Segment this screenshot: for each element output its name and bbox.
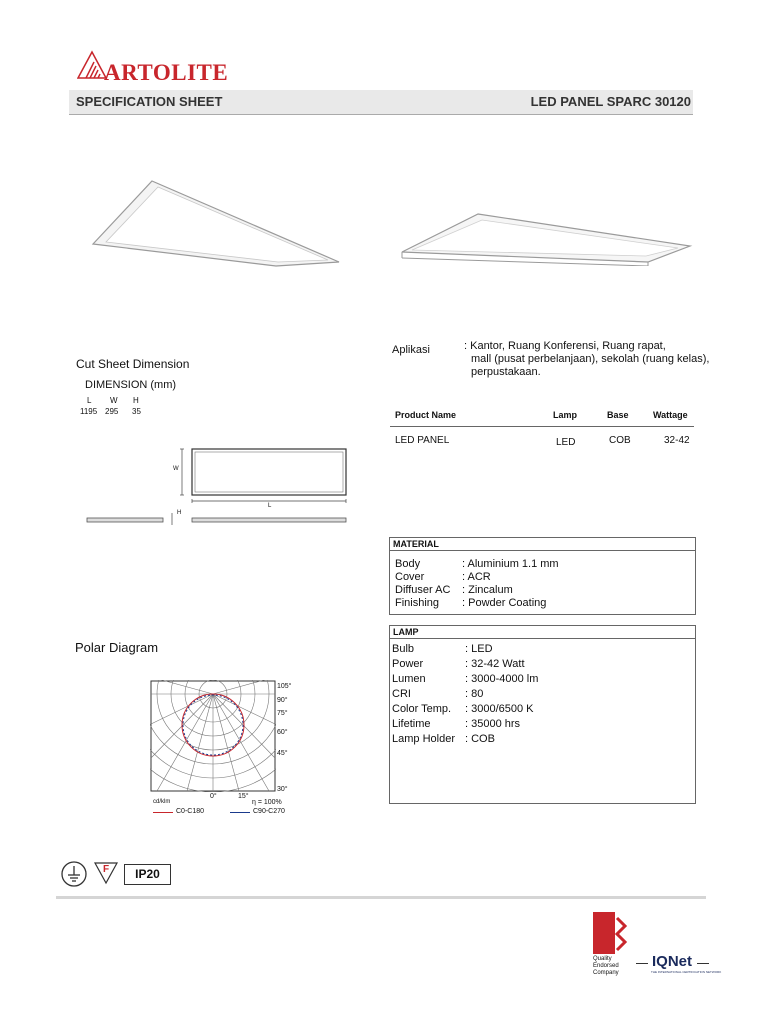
material-key-body: Body bbox=[395, 558, 421, 570]
table-header-lamp: Lamp bbox=[553, 410, 578, 420]
drawing-label-w: W bbox=[173, 466, 179, 472]
dim-value-l: 1195 bbox=[80, 407, 98, 416]
polar-label-60: 60° bbox=[277, 729, 288, 736]
table-header-wattage: Wattage bbox=[653, 410, 688, 420]
polar-efficiency: η = 100% bbox=[252, 799, 282, 806]
lamp-value-bulb: : LED bbox=[465, 643, 493, 655]
dim-value-w: 295 bbox=[105, 407, 119, 416]
dimension-title: DIMENSION (mm) bbox=[85, 379, 177, 391]
material-key-diffuser: Diffuser AC bbox=[395, 584, 451, 596]
footer-divider bbox=[56, 896, 706, 899]
f-mark-letter: F bbox=[103, 864, 110, 875]
polar-label-30: 30° bbox=[277, 786, 288, 793]
application-line-3: perpustakaan. bbox=[471, 366, 541, 378]
polar-unit: cd/klm bbox=[153, 799, 171, 805]
drawing-label-l: L bbox=[268, 503, 272, 509]
dim-label-h: H bbox=[133, 396, 139, 405]
lamp-value-color-temp: : 3000/6500 K bbox=[465, 703, 534, 715]
quality-text-1: Quality bbox=[593, 956, 612, 962]
lamp-key-bulb: Bulb bbox=[392, 643, 415, 655]
lamp-title: LAMP bbox=[390, 626, 695, 639]
dim-label-l: L bbox=[87, 396, 92, 405]
dim-label-w: W bbox=[110, 396, 118, 405]
lamp-value-cri: : 80 bbox=[465, 688, 484, 700]
material-value-diffuser: : Zincalum bbox=[462, 584, 513, 596]
iqnet-logo: IQNet bbox=[652, 953, 693, 970]
panel-image-flat bbox=[88, 178, 344, 268]
table-header-product: Product Name bbox=[395, 410, 457, 420]
table-header-base: Base bbox=[607, 410, 629, 420]
lamp-value-lumen: : 3000-4000 lm bbox=[465, 673, 539, 685]
quality-endorsed-icon bbox=[593, 912, 629, 954]
polar-label-45: 45° bbox=[277, 750, 288, 757]
material-value-finishing: : Powder Coating bbox=[462, 597, 547, 609]
iqnet-dash-right bbox=[697, 963, 709, 964]
lamp-key-color-temp: Color Temp. bbox=[392, 703, 452, 715]
artolite-logo-icon bbox=[77, 50, 107, 80]
polar-title: Polar Diagram bbox=[75, 640, 159, 655]
polar-diagram bbox=[150, 680, 276, 792]
application-line-1: : Kantor, Ruang Konferensi, Ruang rapat, bbox=[464, 340, 666, 352]
application-label: Aplikasi bbox=[392, 344, 430, 356]
polar-label-75: 75° bbox=[277, 710, 288, 717]
polar-label-90: 90° bbox=[277, 697, 288, 704]
brand-name: ARTOLITE bbox=[104, 60, 229, 85]
product-title: LED PANEL SPARC 30120 bbox=[530, 94, 691, 109]
lamp-key-cri: CRI bbox=[392, 688, 411, 700]
application-line-2: mall (pusat perbelanjaan), sekolah (ruang kelas), bbox=[471, 353, 710, 365]
table-cell-lamp: LED bbox=[556, 437, 576, 448]
polar-label-0: 0° bbox=[210, 793, 217, 800]
lamp-value-lifetime: : 35000 hrs bbox=[465, 718, 521, 730]
lamp-value-holder: : COB bbox=[465, 733, 495, 745]
legend-swatch-c90 bbox=[230, 812, 250, 813]
iqnet-dash-left bbox=[636, 963, 648, 964]
quality-text-3: Company bbox=[593, 970, 619, 976]
table-divider bbox=[390, 426, 694, 427]
lamp-value-power: : 32-42 Watt bbox=[465, 658, 525, 670]
cut-sheet-title: Cut Sheet Dimension bbox=[76, 357, 190, 371]
polar-label-105: 105° bbox=[277, 683, 292, 690]
sheet-title: SPECIFICATION SHEET bbox=[76, 94, 223, 109]
material-value-cover: : ACR bbox=[462, 571, 491, 583]
legend-label-c90: C90-C270 bbox=[253, 808, 285, 815]
table-cell-wattage: 32-42 bbox=[664, 435, 690, 446]
lamp-key-power: Power bbox=[392, 658, 424, 670]
table-cell-product: LED PANEL bbox=[395, 435, 450, 446]
table-cell-base: COB bbox=[609, 435, 631, 446]
drawing-label-h: H bbox=[177, 510, 182, 516]
material-key-finishing: Finishing bbox=[395, 597, 440, 609]
lamp-key-holder: Lamp Holder bbox=[392, 733, 455, 745]
quality-text-2: Endorsed bbox=[593, 963, 619, 969]
iqnet-subtitle: THE INTERNATIONAL CERTIFICATION NETWORK bbox=[651, 970, 722, 974]
dimension-drawing bbox=[84, 445, 354, 530]
material-key-cover: Cover bbox=[395, 571, 425, 583]
ground-icon bbox=[60, 860, 88, 888]
lamp-key-lifetime: Lifetime bbox=[392, 718, 431, 730]
dim-value-h: 35 bbox=[132, 407, 141, 416]
material-value-body: : Aluminium 1.1 mm bbox=[462, 558, 559, 570]
ip-rating-badge: IP20 bbox=[124, 864, 171, 885]
lamp-key-lumen: Lumen bbox=[392, 673, 426, 685]
legend-swatch-c0 bbox=[153, 812, 173, 813]
polar-label-15: 15° bbox=[238, 793, 249, 800]
material-title: MATERIAL bbox=[390, 538, 695, 551]
legend-label-c0: C0-C180 bbox=[176, 808, 205, 815]
panel-image-angled bbox=[398, 210, 698, 266]
